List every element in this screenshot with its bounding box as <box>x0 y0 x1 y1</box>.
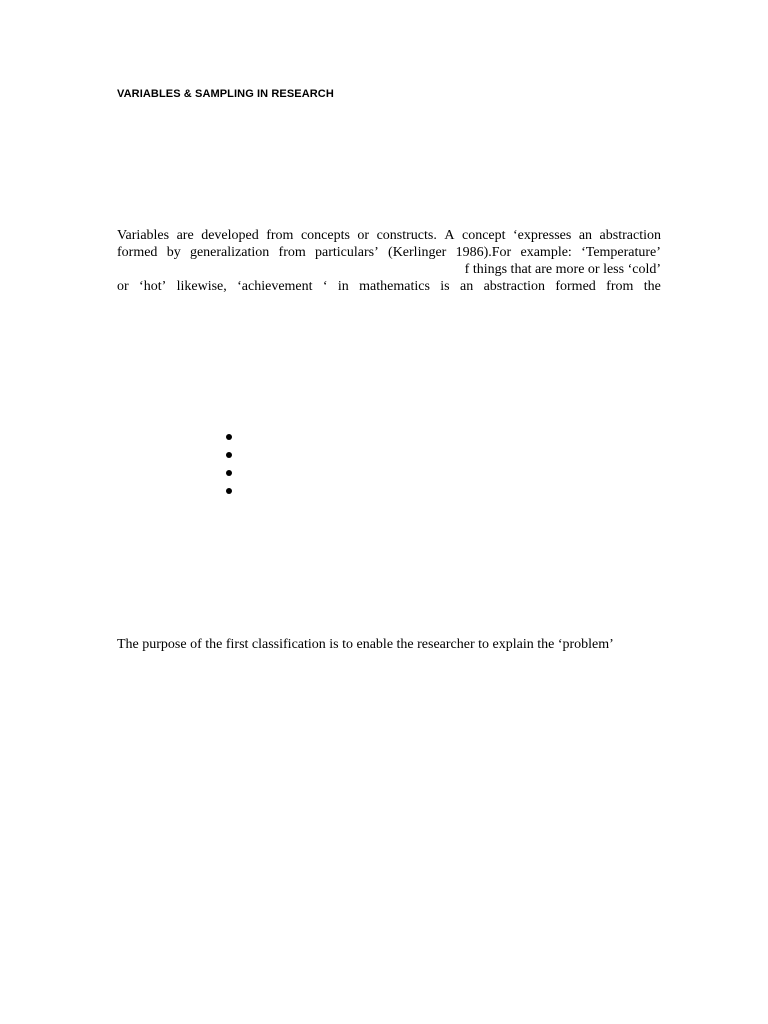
word: concept <box>461 228 506 243</box>
word: ‘expresses <box>513 228 572 243</box>
word: A <box>444 228 455 243</box>
word: or <box>357 228 370 243</box>
word: mathematics <box>359 279 430 294</box>
word: (Kerlinger <box>388 245 447 260</box>
word: example: <box>520 245 572 260</box>
word: Variables <box>117 228 170 243</box>
word: ‘ <box>322 279 328 294</box>
bullet-item <box>224 428 236 446</box>
bullet-item <box>224 482 236 500</box>
word: or <box>117 279 129 294</box>
word: an <box>578 228 593 243</box>
paragraph-1-line-3-fragment: f things that are more or less ‘cold’ <box>464 262 661 277</box>
paragraph-1-line-1 <box>117 227 661 244</box>
word: likewise, <box>176 279 227 294</box>
word: is <box>440 279 450 294</box>
word: ‘achievement <box>237 279 313 294</box>
word: are <box>176 228 194 243</box>
word: developed <box>201 228 259 243</box>
paragraph-1-line-4 <box>117 278 661 295</box>
paragraph-1-line-2 <box>117 244 661 261</box>
word: from <box>266 228 294 243</box>
word: 1986).For <box>455 245 512 260</box>
word: particulars’ <box>315 245 379 260</box>
word: ‘hot’ <box>139 279 167 294</box>
word: by <box>166 245 181 260</box>
word: generalization <box>189 245 270 260</box>
word: from <box>278 245 306 260</box>
word: formed <box>555 279 596 294</box>
paragraph-2-line-1: The purpose of the first classification is to enable the researcher to explain the ‘problem’ <box>117 637 614 652</box>
document-heading: VARIABLES & SAMPLING IN RESEARCH <box>117 88 334 100</box>
word: abstraction <box>599 228 661 243</box>
word: concepts <box>300 228 350 243</box>
word: abstraction <box>483 279 545 294</box>
bullet-item <box>224 464 236 482</box>
bullet-list <box>224 428 236 500</box>
word: from <box>606 279 634 294</box>
word: formed <box>117 245 158 260</box>
word: an <box>460 279 474 294</box>
bullet-item <box>224 446 236 464</box>
word: constructs. <box>376 228 437 243</box>
word: the <box>643 279 661 294</box>
word: ‘Temperature’ <box>581 245 661 260</box>
word: in <box>337 279 349 294</box>
